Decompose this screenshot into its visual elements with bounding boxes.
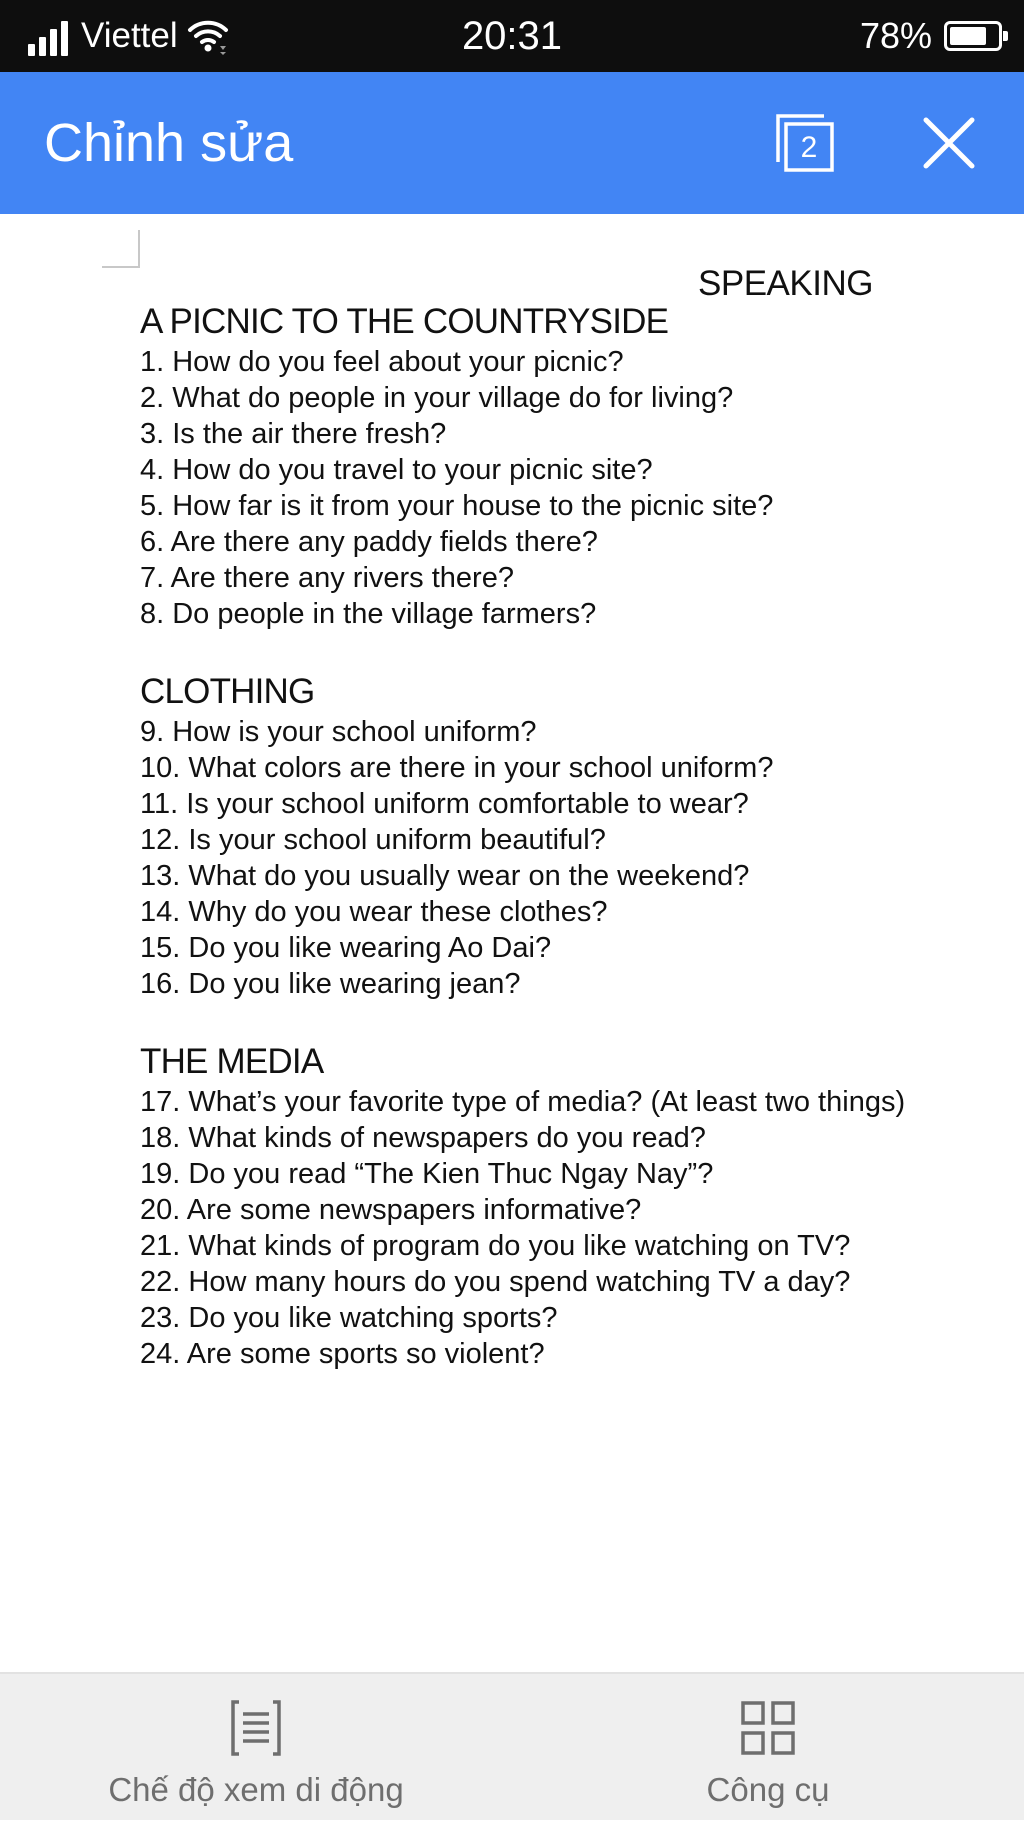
tools-button[interactable] — [640, 1674, 896, 1822]
question-item: 20. Are some newspapers informative? — [140, 1194, 642, 1226]
app-header — [0, 72, 1024, 214]
status-right — [860, 14, 1002, 58]
question-item: 4. How do you travel to your picnic site? — [140, 454, 653, 486]
question-item: 9. How is your school uniform? — [140, 716, 537, 748]
question-item: 8. Do people in the village farmers? — [140, 598, 597, 630]
document-title: SPEAKING — [698, 264, 873, 303]
question-item: 24. Are some sports so violent? — [140, 1338, 545, 1370]
question-item: 23. Do you like watching sports? — [140, 1302, 558, 1334]
pages-count: 2 — [800, 131, 818, 164]
question-item: 1. How do you feel about your picnic? — [140, 346, 624, 378]
question-item: 10. What colors are there in your school uniform? — [140, 752, 774, 784]
question-item: 6. Are there any paddy fields there? — [140, 526, 598, 558]
question-item: 2. What do people in your village do for living? — [140, 382, 734, 414]
tools-label: Công cụ — [706, 1771, 830, 1808]
mobile-view-label: Chế độ xem di động — [108, 1771, 404, 1808]
question-item: 19. Do you read “The Kien Thuc Ngay Nay”? — [140, 1158, 714, 1190]
grid-icon — [739, 1698, 797, 1758]
section-heading: THE MEDIA — [140, 1042, 324, 1081]
section-heading: A PICNIC TO THE COUNTRYSIDE — [140, 302, 669, 341]
question-item: 22. How many hours do you spend watching TV a day? — [140, 1266, 851, 1298]
close-button[interactable] — [918, 112, 980, 174]
battery-tip — [1003, 31, 1008, 41]
question-item: 3. Is the air there fresh? — [140, 418, 447, 450]
document-lines-icon — [227, 1698, 285, 1758]
mobile-view-button[interactable] — [70, 1674, 442, 1822]
question-item: 21. What kinds of program do you like watching on TV? — [140, 1230, 851, 1262]
question-item: 16. Do you like wearing jean? — [140, 968, 521, 1000]
question-item: 13. What do you usually wear on the weekend? — [140, 860, 750, 892]
question-item: 14. Why do you wear these clothes? — [140, 896, 608, 928]
section-picnic — [140, 300, 1000, 632]
question-item: 17. What’s your favorite type of media? (At least two things) — [140, 1086, 906, 1118]
document-body — [140, 300, 1000, 1372]
carrier-name: Viettel — [81, 16, 178, 55]
crop-mark — [102, 230, 140, 268]
battery-percent: 78% — [859, 15, 932, 56]
question-item: 12. Is your school uniform beautiful? — [140, 824, 606, 856]
close-icon — [918, 112, 980, 174]
battery-fill — [950, 27, 986, 45]
status-bar — [0, 0, 1024, 72]
section-heading: CLOTHING — [140, 672, 315, 711]
section-clothing — [140, 670, 1000, 1002]
document-page — [0, 214, 1024, 1672]
bottom-toolbar — [0, 1672, 1024, 1820]
status-time: 20:31 — [461, 14, 563, 58]
question-item: 11. Is your school uniform comfortable to wear? — [140, 788, 749, 820]
page-title: Chỉnh sửa — [44, 113, 294, 173]
battery-icon — [944, 21, 1002, 51]
pages-button[interactable] — [770, 108, 842, 180]
question-item: 18. What kinds of newspapers do you read? — [140, 1122, 706, 1154]
question-item: 15. Do you like wearing Ao Dai? — [140, 932, 552, 964]
section-media — [140, 1040, 1000, 1372]
question-item: 7. Are there any rivers there? — [140, 562, 514, 594]
question-item: 5. How far is it from your house to the picnic site? — [140, 490, 774, 522]
